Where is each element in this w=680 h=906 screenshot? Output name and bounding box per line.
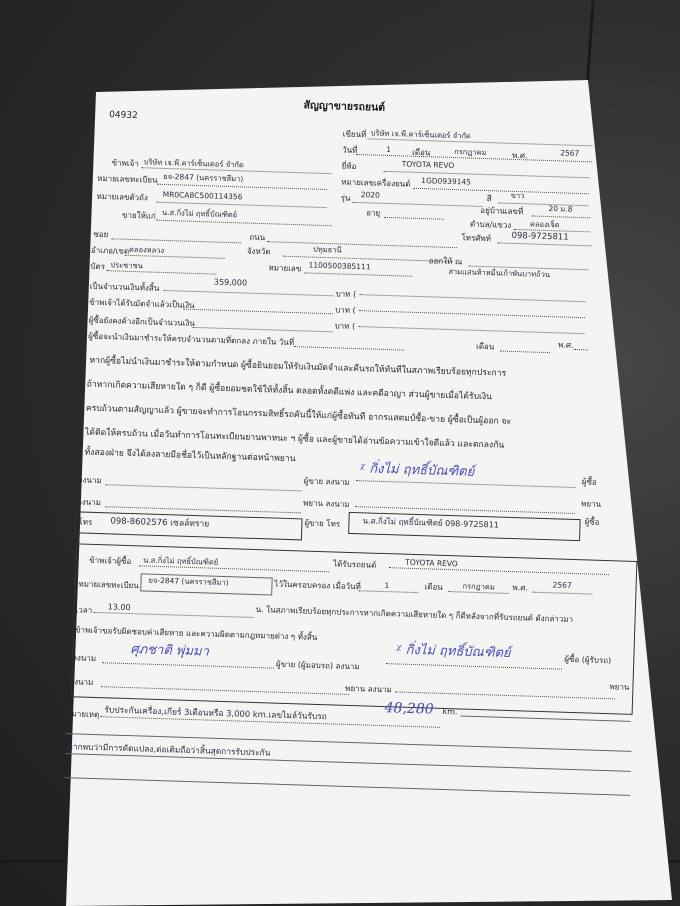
brand-value: TOYOTA REVO (401, 159, 455, 171)
tambon-value: คลองเจ็ด (529, 219, 560, 230)
house-label: อยู่บ้านเลขที่ (480, 205, 524, 217)
receipt-month-label: เดือน (424, 582, 443, 592)
receipt-sign-label: ลงนาม (71, 653, 97, 664)
terms-paragraph-3: ครบถ้วนตามสัญญาแล้ว ผู้ขายจะทำการโอนกรรมสิทธิ์รถคันนี้ให้แก่ผู้ซื้อทันที อากรแสตมป์ซื้อ-ขาย ผู้ซื้อเป็นผู้ออก จะ (85, 403, 512, 427)
received-car-label: ได้รับรถยนต์ (333, 559, 377, 570)
buyer-tel-value: น.ส.กิ่งไม่ ฤทธิ์บัณฑิตย์ 098-9725811 (362, 516, 499, 530)
written-at-label: เขียนที่ (342, 129, 367, 140)
card-type: ประชาชน (110, 260, 143, 271)
seller-handover-label: ผู้ขาย (ผู้มอบรถ) ลงนาม (275, 659, 360, 672)
witness-sign-label-2: พยาน ลงนาม (302, 498, 350, 509)
receiver-name: น.ส.กิ่งไม่ ฤทธิ์บัณฑิตย์ (143, 555, 219, 567)
seller-sign-label: ผู้ขาย ลงนาม (303, 476, 350, 487)
remaining-label: ผู้ซื้อยังคงค้างอีกเป็นจำนวนเงิน (88, 315, 195, 328)
deposit-baht-label: บาท ( (335, 305, 356, 316)
receiver-label: ข้าพเจ้าผู้ซื้อ (89, 555, 132, 567)
soi-label: ซอย (93, 229, 109, 240)
total-baht-label: บาท ( (335, 289, 357, 300)
age-label: อายุ (366, 208, 381, 218)
engine-label: หมายเลขเครื่องยนต์ (341, 177, 411, 189)
remaining-baht-label: บาท ( (334, 321, 356, 332)
pay-year-label: พ.ศ. (558, 340, 574, 350)
brand-label: ยี่ห้อ (341, 161, 357, 171)
plate-value: ยจ-2847 (นครราชสีมา) (163, 171, 244, 184)
witness-sign-label-1: ลงนาม (76, 497, 102, 508)
terms-paragraph-1: หากผู้ซื้อไม่นำเงินมาชำระให้ตามกำหนด ผู้ซื้อยินยอมให้รับเงินมัดจำและคืนรถให้ทันทีในสภาพเรียบร้อยทุกประการ (89, 355, 507, 379)
receipt-day: 1 (384, 581, 390, 591)
receipt-witness-sign-label: ลงนาม (69, 677, 94, 687)
month-label: เดือน (411, 147, 431, 158)
seller-name: บริษัท เจ.พี.คาร์เซ็นเตอร์ จำกัด (143, 157, 244, 170)
road-label: ถนน (249, 232, 266, 243)
date-label: วันที่ (342, 145, 358, 155)
km-label: km. (442, 706, 458, 717)
district-label: อำเภอ/เขต (90, 245, 130, 256)
sign-label: ลงนาม (77, 475, 102, 486)
receipt-buyer-signature: ᵡ กิ่งไม่ ฤทธิ์บัณฑิตย์ (396, 642, 511, 662)
buyer-name: น.ส.กิ่งไม่ ฤทธิ์บัณฑิตย์ (161, 207, 238, 220)
province-label: จังหวัด (246, 246, 271, 257)
buyer-label: ขายให้แก่ (121, 210, 156, 221)
model-year-value: 2020 (360, 190, 381, 200)
engine-value: 1GD0939145 (421, 176, 472, 187)
buyer-receiver-label: ผู้ซื้อ (ผู้รับรถ) (564, 654, 612, 666)
condition-text: น. ในสภาพเรียบร้อยทุกประการหากเกิดความเสียหายใด ๆ ก็ดีหลังจากที่รับรถยนต์ ดังกล่าวมา (255, 605, 574, 624)
buyer-word-2: ผู้ซื้อ (584, 517, 600, 527)
receipt-plate-value: ยจ-2847 (นครราชสีมา) (148, 575, 229, 588)
seller-signature: ศุภชาติ พุ่มมา (130, 642, 210, 660)
district-value: คลองหลวง (128, 244, 165, 255)
province-value: ปทุมธานี (312, 244, 342, 255)
house-value: 20 ม.8 (548, 204, 573, 214)
sales-contract (66, 88, 663, 885)
receipt-year-label: พ.ศ. (512, 583, 529, 593)
chassis-value: MR0CA8C500114356 (162, 189, 243, 202)
note-label: หมายเหตุ (66, 709, 100, 720)
issued-value: สามแสนห้าหมื่นเก้าพันบาทถ้วน (448, 266, 551, 280)
warranty-text: รับประกันเครื่อง,เกียร์ 3เดือนหรือ 3,000 km.เลขไมล์วันรับรถ (104, 704, 328, 722)
color-label: สี (486, 194, 492, 204)
time-value: 13.00 (107, 602, 131, 613)
buyer-signature: ᵡ กิ่งไม่ ฤทธิ์บัณฑิตย์ (359, 461, 475, 480)
pay-month-label: เดือน (475, 341, 495, 352)
color-value: ขาว (510, 190, 525, 201)
buyer-word: ผู้ซื้อ (581, 477, 597, 487)
terms-paragraph-2: ถ้าหากเกิดความเสียหายใด ๆ ก็ดี ผู้ซื้อยอมชดใช้ให้ทั้งสิ้น ตลอดทั้งคดีแพ่ง และคดีอาญา ส่วนผู้ขายเมื่อได้รับเงิน (86, 379, 493, 403)
pay-by-label: ผู้ซื้อจะนำเงินมาชำระให้ครบจำนวนตามที่ตกลง ภายใน วันที่ (88, 331, 295, 348)
receipt-year: 2567 (552, 580, 572, 590)
issued-label: ออกให้ ณ (428, 256, 463, 267)
document-title: สัญญาขายรถยนต์ (303, 99, 386, 114)
deposit-label: ข้าพเจ้าได้รับมัดจำแล้วเป็นเงิน (89, 297, 195, 310)
receipt-plate-label: หมายเลขทะเบียน (78, 579, 139, 591)
received-car-value: TOYOTA REVO (405, 557, 458, 569)
terms-paragraph-4: ได้ติดให้ครบถ้วน เมื่อวันทำการโอนทะเบียนยานพาหนะ ฯ ผู้ซื้อ และผู้ขายได้อ่านข้อความเข้าใจดีแล้ว และตกลงกัน (85, 427, 505, 451)
liability-text: ข้าพเจ้าขอรับผิดชอบค่าเสียหาย และความผิดตามกฎหมายต่าง ๆ ทั้งสิ้น (74, 625, 318, 642)
total-amount: 359,000 (213, 277, 248, 288)
amend-text: หากพบว่ามีการตัดแปลง,ต่อเติมถือว่าสิ้นสุดการรับประกัน (67, 741, 271, 758)
receipt-month: กรกฎาคม (462, 581, 495, 592)
seller-tel-label-2: ผู้ขาย โทร (304, 518, 341, 529)
phone-label: โทรศัพท์ (461, 233, 492, 244)
receipt-witness-sign-label-2: พยาน ลงนาม (345, 683, 392, 695)
model-year-label: รุ่น (340, 193, 351, 203)
receipt-witness-word: พยาน (609, 682, 630, 692)
seller-tel-label: โทร (78, 517, 93, 527)
card-label: บัตร (90, 261, 106, 272)
date-month: กรกฎาคม (454, 147, 487, 158)
year-label: พ.ศ. (511, 150, 528, 161)
time-label: เวลา (75, 605, 93, 615)
plate-label: หมายเลขทะเบียน (97, 173, 158, 185)
card-no-label: หมายเลข (268, 263, 302, 274)
mileage-value: 48,280 (384, 700, 434, 718)
chassis-label: หมายเลขตัวถัง (96, 191, 148, 203)
witness-word: พยาน (581, 499, 602, 509)
phone-value: 098-9725811 (511, 230, 569, 243)
tambon-label: ตำบล/แขวง (469, 219, 512, 230)
possess-label: ไว้ในครอบครอง เมื่อวันที่ (274, 579, 361, 592)
seller-tel-value: 098-8602576 เซลล์ทราย (110, 516, 210, 530)
document-number: 04932 (108, 110, 138, 122)
card-no-value: 1100500385111 (308, 260, 371, 272)
written-at-value: บริษัท เจ.พี.คาร์เซ็นเตอร์ จำกัด (370, 128, 471, 141)
seller-label: ข้าพเจ้า (111, 158, 139, 169)
date-year: 2567 (560, 148, 580, 158)
date-day: 1 (386, 144, 392, 155)
total-label: เป็นจำนวนเงินทั้งสิ้น (89, 281, 160, 293)
terms-paragraph-5: ทั้งสองฝ่าย จึงได้ลงลายมือชื่อไว้เป็นหลักฐานต่อหน้าพยาน (84, 447, 296, 465)
